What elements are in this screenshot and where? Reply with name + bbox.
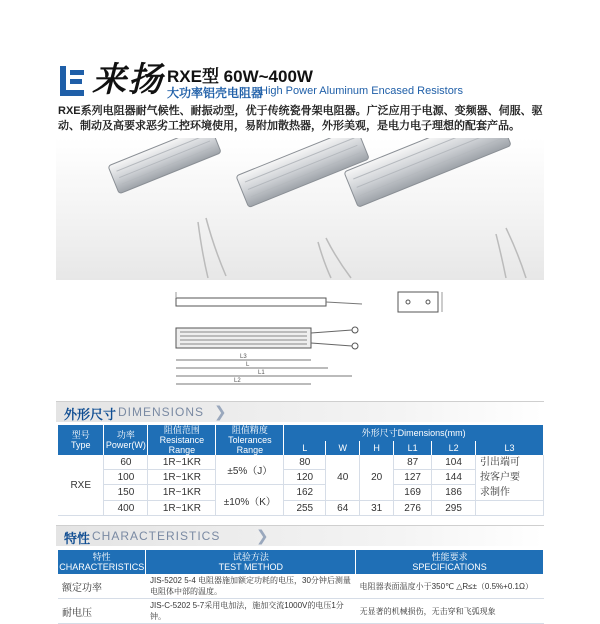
- resistance-cell: 1R~1KR: [148, 485, 216, 501]
- table-row: [58, 501, 544, 516]
- power-cell: 150: [104, 485, 148, 501]
- dimensions-table: [58, 425, 544, 516]
- specification-cell: 电阻器表面温度小于350℃ △R≤±（0.5%+0.1Ω）: [356, 574, 544, 599]
- h-cell: 20: [360, 455, 394, 501]
- characteristics-title-en: CHARACTERISTICS: [92, 529, 221, 543]
- col-header-power: 功率 Power(W): [104, 425, 148, 455]
- l2-cell: 186: [432, 485, 476, 501]
- brand-name: 来扬: [92, 60, 164, 100]
- product-subtitle-en: High Power Aluminum Encased Resistors: [260, 85, 463, 97]
- characteristic-cell: 耐电压: [58, 599, 146, 624]
- company-logo: [60, 66, 86, 96]
- table-row: [58, 470, 544, 485]
- tolerance-cell: ±5%（J）: [216, 455, 284, 485]
- end-view: [398, 292, 442, 312]
- dimensions-section-banner: [56, 401, 544, 422]
- resistance-cell: 1R~1KR: [148, 501, 216, 516]
- test-method-cell: JIS-5202 5-4 电阻器施加额定功耗的电压，30分钟后测量电阻体中部的温度。: [146, 574, 356, 599]
- table-row: [58, 455, 544, 470]
- tolerance-cell: ±10%（K）: [216, 485, 284, 516]
- product-subtitle-cn: 大功率铝壳电阻器: [167, 86, 264, 100]
- l2-cell: 295: [432, 501, 476, 516]
- h-cell: 31: [360, 501, 394, 516]
- col-header-test-method: 试验方法 TEST METHOD: [146, 550, 356, 574]
- col-header-dimensions: 外形尺寸Dimensions(mm): [284, 425, 544, 441]
- l-cell: 80: [284, 455, 326, 470]
- resistor-photo-illustration: [56, 138, 544, 280]
- dimensions-title-cn: 外形尺寸: [64, 407, 117, 422]
- col-header-resistance: 阻值范围 Resistance Range: [148, 425, 216, 455]
- top-view: [176, 327, 358, 349]
- side-view: [176, 292, 362, 306]
- product-model: RXE型 60W~400W: [167, 67, 313, 86]
- logo-icon: [60, 66, 86, 96]
- l1-cell: 127: [394, 470, 432, 485]
- power-cell: 100: [104, 470, 148, 485]
- dim-label-l3: L3: [240, 354, 247, 360]
- resistor-large: [344, 138, 511, 207]
- col-header-l: L: [284, 441, 326, 455]
- l-cell: 255: [284, 501, 326, 516]
- resistance-cell: 1R~1KR: [148, 470, 216, 485]
- type-cell: RXE: [58, 455, 104, 516]
- l2-cell: 104: [432, 455, 476, 470]
- col-header-type: 型号 Type: [58, 425, 104, 455]
- characteristic-cell: 额定功率: [58, 574, 146, 599]
- dim-label-l1: L1: [258, 370, 265, 376]
- col-header-w: W: [326, 441, 360, 455]
- resistance-cell: 1R~1KR: [148, 455, 216, 470]
- l3-note-cell: 引出端可 按客户要 求制作: [476, 455, 544, 501]
- l2-cell: 144: [432, 470, 476, 485]
- test-method-cell: JIS-C-5202 5-7采用电加法，施加交流1000V的电压1分钟。: [146, 599, 356, 624]
- l-cell: 120: [284, 470, 326, 485]
- dim-label-l: L: [246, 362, 250, 368]
- characteristics-table: [58, 550, 544, 624]
- col-header-l1: L1: [394, 441, 432, 455]
- characteristics-section-banner: [56, 525, 544, 546]
- col-header-h: H: [360, 441, 394, 455]
- table-row: [58, 574, 544, 599]
- dimension-drawing: [170, 288, 460, 393]
- product-photo: [56, 138, 544, 280]
- power-cell: 60: [104, 455, 148, 470]
- col-header-l2: L2: [432, 441, 476, 455]
- specification-cell: 无显著的机械损伤，无击穿和飞弧现象: [356, 599, 544, 624]
- characteristics-title-cn: 特性: [64, 531, 91, 546]
- table-row: [58, 599, 544, 624]
- l-cell: 162: [284, 485, 326, 501]
- l1-cell: 169: [394, 485, 432, 501]
- power-cell: 400: [104, 501, 148, 516]
- col-header-l3: L3: [476, 441, 544, 455]
- w-cell: 64: [326, 501, 360, 516]
- table-row: [58, 485, 544, 501]
- col-header-specifications: 性能要求 SPECIFICATIONS: [356, 550, 544, 574]
- product-description: RXE系列电阻器耐气候性、耐振动型，优于传统瓷骨架电阻器。广泛应用于电源、变频器、伺服、驱动、制动及高要求恶劣工控环境使用，易附加散热器，外形美观，是电力电子理想的配套产品。: [58, 105, 543, 132]
- dimensions-title-en: DIMENSIONS: [118, 405, 205, 419]
- col-header-characteristic: 特性 CHARACTERISTICS: [59, 552, 145, 572]
- l1-cell: 87: [394, 455, 432, 470]
- w-cell: 40: [326, 455, 360, 501]
- chevron-right-icon: ❯: [256, 528, 269, 545]
- l1-cell: 276: [394, 501, 432, 516]
- dim-label-l2: L2: [234, 378, 241, 384]
- chevron-right-icon: ❯: [214, 404, 227, 421]
- col-header-tolerance: 阻值精度 Tolerances Range: [216, 425, 284, 455]
- resistor-small: [108, 138, 221, 194]
